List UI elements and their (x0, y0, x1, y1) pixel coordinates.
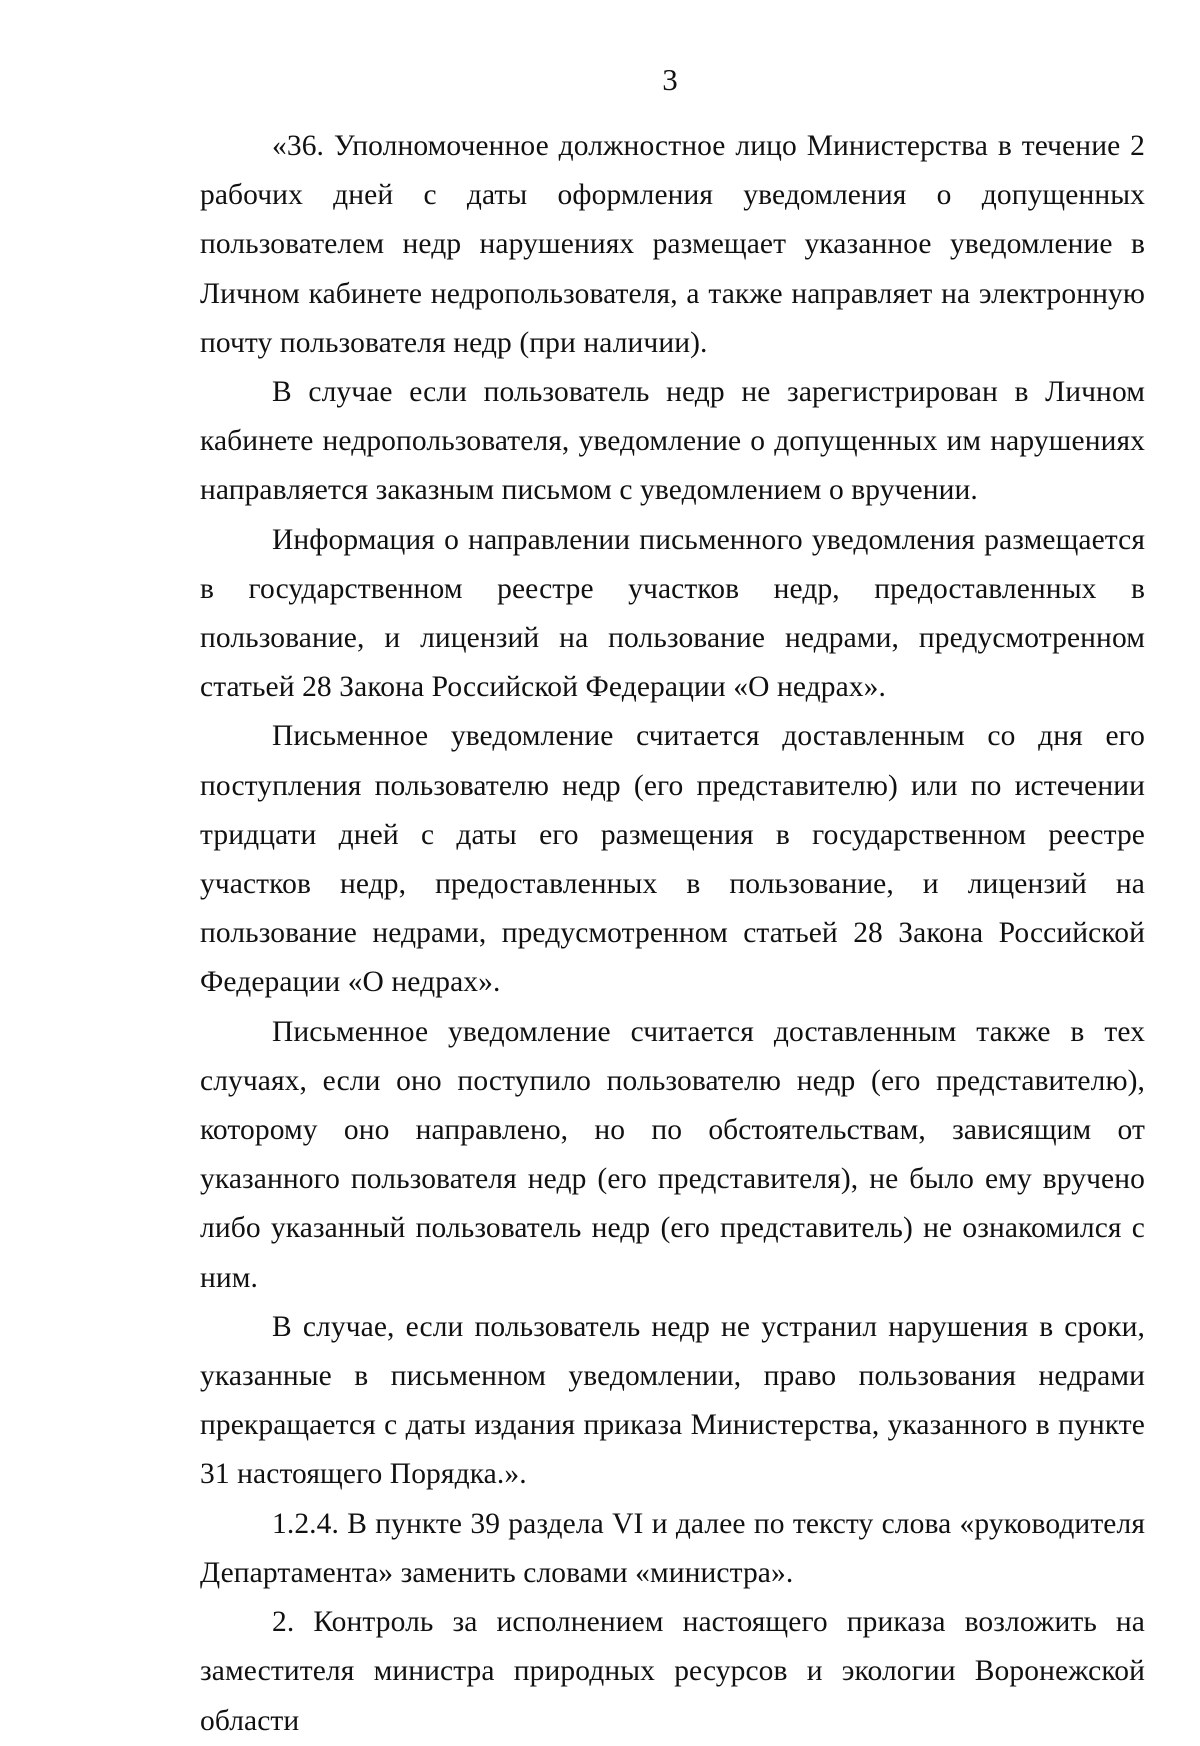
paragraph-item-36: «36. Уполномоченное должностное лицо Министерства в течение 2 рабочих дней с даты оформления уведомления о допущенных пользователем недр нарушениях размещает указанное уведомление в Личном кабинете недропользователя, а также направляет на электронную почту пользователя недр (при наличии). (200, 130, 1145, 359)
paragraph-item-1-2-4: 1.2.4. В пункте 39 раздела VI и далее по тексту слова «руководителя Департамента» заменить словами «министра». (200, 1507, 1145, 1589)
paragraph-termination: В случае, если пользователь недр не устранил нарушения в сроки, указанные в письменном уведомлении, право пользования недрами прекращается с даты издания приказа Министерства, указанного в пункте 31 настоящего Порядка.». (200, 1310, 1145, 1491)
paragraph-unregistered-user: В случае если пользователь недр не зарегистрирован в Личном кабинете недропользователя, уведомление о допущенных им нарушениях направляется заказным письмом с уведомлением о вручении. (200, 376, 1145, 507)
document-body (200, 122, 1145, 1746)
paragraph-registry-information: Информация о направлении письменного уведомления размещается в государственном реестре участков недр, предоставленных в пользование, и лицензий на пользование недрами, предусмотренном статьей 28 Закона Российской Федерации «О недрах». (200, 523, 1145, 704)
paragraph-delivery-cases: Письменное уведомление считается доставленным также в тех случаях, если оно поступило пользователю недр (его представителю), которому оно направлено, но по обстоятельствам, зависящим от указанного пользователя недр (его представителя), не было ему вручено либо указанный пользователь недр (его представитель) не ознакомился с ним. (200, 1015, 1145, 1294)
page-number: 3 (662, 62, 678, 97)
paragraph-item-2-control: 2. Контроль за исполнением настоящего приказа возложить на заместителя министра природных ресурсов и экологии Воронежской области (200, 1606, 1145, 1737)
paragraph-delivery-date: Письменное уведомление считается доставленным со дня его поступления пользователю недр (его представителю) или по истечении тридцати дней с даты его размещения в государственном реестре участков недр, предоставленных в пользование, и лицензий на пользование недрами, предусмотренном статьей 28 Закона Российской Федерации «О недрах». (200, 720, 1145, 999)
